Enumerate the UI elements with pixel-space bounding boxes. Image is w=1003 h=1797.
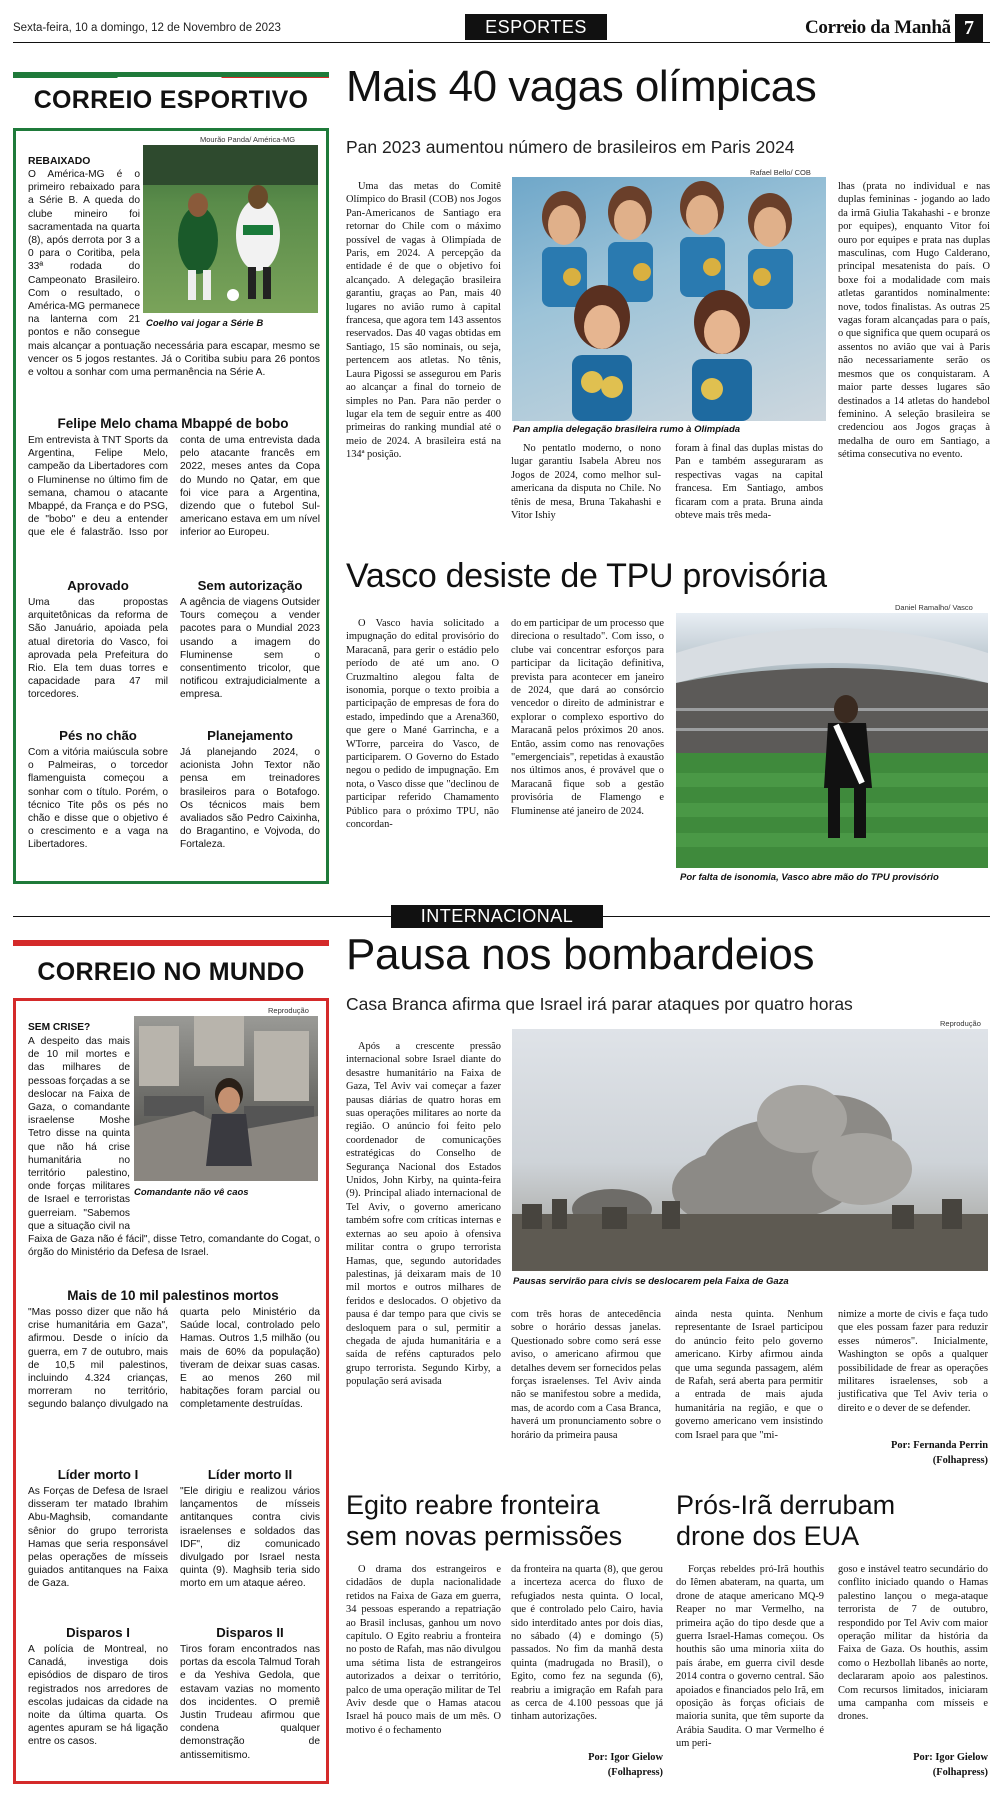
lider1-text: As Forças de Defesa de Israel disseram ter matado Ibrahim Abu-Maghsib, comandante sênior do grupo terrorista Hamas que seria responsável pelas operações de mísseis guiados antitanques na Faixa de Gaza. [28, 1486, 168, 1590]
egito-headline-2: sem novas permissões [346, 1521, 623, 1551]
vasco-photo-credit: Daniel Ramalho/ Vasco [895, 603, 973, 612]
olimpicas-col2: No pentatlo moderno, o nono lugar garantiu Isabela Abreu nos Jogos de 2024, como melhor sul-americana da disputa no Chile. No tênis de mesa, Bruna Takahashi e Vitor Ishiy [511, 443, 661, 522]
pausa-col1: Após a crescente pressão internacional sobre Israel diante do desastre humanitário na Faixa de Gaza, Tel Aviv vai começar a fazer pausas diárias de quatro horas em suas operações militares ao norte da região. O anúncio foi feito pelo coordenador de comunicações estratégicas do Conselho de Segurança Nacional dos Estados Unidos, John Kirby, na quinta-feira (9). Principal aliado internacional de Tel Aviv, o governo americano também sofre com críticas internas e externas ao seu apoio à ofensiva militar contra o grupo terrorista Hamas, que, segundo autoridades palestinas, já deixaram mais de 10 mil mortos e outros milhares de feridos e deslocados. O objetivo da pausa é dar tempo para que civis se desloquem para o sul, permitir a chegada de ajuda humanitária e a saída de reféns capturados pelo grupo terrorista. Segundo Kirby, a população será avisada [346, 1041, 501, 1388]
aprovado-title: Aprovado [67, 578, 129, 593]
planejamento-text: Já planejando 2024, o acionista John Textor não pensa em treinadores brasileiros para o Botafogo. Os técnicos mais bem avaliados são Pedro Caixinha, do Bragantino, e Vojvoda, do Fortaleza. [180, 747, 320, 851]
planejamento-title: Planejamento [207, 728, 293, 743]
pausa-col2: com três horas de antecedência sobre o horário dessas janelas. Questionado sobre como será esse aviso, o americano afirmou que detalhes devem ser fornecidos pelas forças israelenses. Tel Aviv ainda não se manifestou sobre a medida, mas, de acordo com a Casa Branca, haverá um pronunciamento sobre o horário da primeira pausa [511, 1309, 661, 1441]
photo-spacer [130, 1035, 320, 1223]
egito-byline: Por: Igor Gielow [588, 1752, 663, 1763]
masthead: Correio da Manhã [805, 17, 951, 38]
lider2-text: "Ele dirigiu e realizou vários lançamentos de mísseis antitanques contra civis israelenses e soldados das IDF", diz comunicado divulgado por Israel nesta quinta (9). Maghsib teria sido morto em um ataque aéreo. [180, 1486, 320, 1590]
mundo-title: CORREIO NO MUNDO [37, 958, 305, 986]
esportivo-flag-bar-top [13, 72, 329, 77]
pes-no-chao-text: Com a vitória maiúscula sobre o Palmeiras, o torcedor flamenguista começou a sonhar com o título. Porém, o técnico Tite pôs os pés no chão e disse que o objetivo é o crescimento e a vaga na Libertadores. [28, 747, 168, 851]
pausa-byline: Por: Fernanda Perrin [891, 1440, 988, 1451]
vasco-col2: do em participar de um processo que direciona o resultado". Com isso, o clube vai concentrar esforços para participar da licitação definitiva, prevista para acontecer em janeiro de 2024, que dará ao consórcio vencedor o direito de administrar e explorar o complexo esportivo do Maracanã pelos próximos 20 anos. Então, assim como nas renovações "emergenciais", repetidas à exaustão nos últimos anos, é provável que o Maracanã fique sob a gestão provisória de Flamengo e Fluminense até janeiro de 2024. [511, 618, 664, 817]
disparos1-title: Disparos I [66, 1625, 130, 1640]
page-number: 7 [955, 14, 983, 42]
felipe-title: Felipe Melo chama Mbappé de bobo [57, 416, 289, 431]
pausa-deck: Casa Branca afirma que Israel irá parar ataques por quatro horas [346, 994, 853, 1014]
egito-agency: (Folhapress) [607, 1767, 663, 1778]
pes-no-chao-title: Pés no chão [59, 728, 137, 743]
drone-agency: (Folhapress) [932, 1767, 988, 1778]
lider2-title: Líder morto II [207, 1467, 293, 1482]
header-date: Sexta-feira, 10 a domingo, 12 de Novembro de 2023 [13, 22, 281, 34]
rebaixado-block [28, 155, 320, 168]
olimpicas-col3: foram à final das duplas mistas do Pan e também asseguraram as respectivas vagas na capital francesa. Em Santiago, ambos ficaram com a prata. Bruna ainda obteve mais três meda- [675, 443, 823, 522]
drone-col2: goso e instável teatro secundário do conflito iniciado quando o Hamas palestino lançou o mega-ataque terrorista de 7 de outubro, respondido por Tel Aviv com maior operação militar da história da Faixa de Gaza. Os houthis, assim como o Hezbollah libanês ao norte, declararam apoio aos palestinos. Com recursos limitados, iniciaram uma campanha com mísseis e drones. [838, 1564, 988, 1723]
rebaixado-text: O América-MG é o primeiro rebaixado para a Série B. A queda do clube mineiro foi sacramentada na quarta (8), após derrota por 3 a 0 para o Coritiba, pela 33ª rodada do Campeonato Brasileiro. Com o resultado, o América-MG permanece na lanterna com 21 pontos e não consegue mais alcançar a pontuação necessária para escapar, mesmo se vencer os 5 jogos restantes. Já o Coritiba subiu para 26 pontos e voltou a sonhar com uma permanência na Série A. [28, 169, 320, 379]
egito-headline-1: Egito reabre fronteira [346, 1490, 600, 1520]
drone-headline-2: drone dos EUA [676, 1521, 860, 1551]
header-rule [13, 42, 990, 43]
mundo-flag-bar [13, 940, 329, 946]
olimpicas-col1: Uma das metas do Comitê Olímpico do Brasil (COB) nos Jogos Pan-Americanos de Santiago era retornar do Chile com o máximo possível de vagas à Olimpíada de Paris, em 2024. A percepção da entidade é de que o objetivo foi alcançado. A delegação brasileira garantiu, graças ao Pan, mais 40 lugares no avião rumo à capital francesa, que agora tem 143 assentos reservados. Das 40 vagas obtidas em Santiago, 15 são nominais, ou seja, pertencem aos atletas. No tênis, Laura Pigossi se assegurou em Paris ao alcançar a final do torneio de simples no Pan. Para não perder o lugar ela tem de seguir entre as 400 primeiras do ranking mundial até o meio de 2024. A brasileira está na 134ª posição. [346, 181, 501, 461]
pausa-photo-credit: Reprodução [940, 1019, 981, 1028]
olimpicas-photo-credit: Rafael Bello/ COB [750, 168, 811, 177]
gaza-smoke-photo [512, 1029, 988, 1271]
aprovado-text: Uma das propostas arquitetônicas da reforma de São Januário, apoiada pela atual diretoria do Vasco, foi aprovada pela Prefeitura do Rio. Ela tem duas torres e capacidade para 47 mil torcedores. [28, 597, 168, 701]
lider1-title: Líder morto I [57, 1467, 139, 1482]
drone-col1: Forças rebeldes pró-Irã houthis do Iêmen abateram, na quarta, um drone de ataque americano MQ-9 Reaper no mar Vermelho, na primeira ação do tipo desde que a guerra Israel-Hamas começou. Os houthis são uma minoria xiita do país árabe, em guerra civil desde 2014 contra o governo central. São apoiados e financiados pelo Irã, em oposição às forças oficiais de maioria sunita, que têm suporte da Arábia Saudita. O mar Vermelho é um peri- [676, 1564, 824, 1750]
mundo-caption: Comandante não vê caos [134, 1187, 249, 1198]
pausa-caption: Pausas servirão para civis se deslocarem pela Faixa de Gaza [513, 1276, 789, 1287]
sem-autorizacao-title: Sem autorização [197, 578, 303, 593]
pausa-col3: ainda nesta quinta. Nenhum representante de Israel participou do anúncio feito pelo governo americano. Kirby afirmou ainda que uma segunda passagem, além de Rafah, será aberta para permitir a entrada de mais ajuda humanitária na região, e que o governo americano vem insistindo com Israel para que "mi- [675, 1309, 823, 1441]
drone-headline-1: Prós-Irã derrubam [676, 1490, 896, 1520]
vasco-col1: O Vasco havia solicitado a impugnação do edital provisório do Maracanã, para gerir o estádio pelo período de até um ano. O Cruzmaltino alegou falta de isonomia, porque o texto proibia a participação de empresas de fora do estado, impedindo que a Arena360, que gere o Mané Garrincha, e a WTorre, parceira do Vasco, de participarem. O Governo do Estado negou o pedido de impugnação. Em nota, o Vasco disse que "declinou de participar referido Chamamento Público para o próximo TPU, não concordan- [346, 618, 499, 831]
vasco-caption: Por falta de isonomia, Vasco abre mão do TPU provisório [680, 872, 939, 883]
pausa-headline: Pausa nos bombardeios [346, 930, 815, 979]
olimpicas-caption: Pan amplia delegação brasileira rumo à Olimpíada [513, 424, 741, 435]
disparos2-text: Tiros foram encontrados nas portas da escola Talmud Torah e da Yeshiva Gedola, que estavam vazias no momento dos incidentes. O premiê Justin Trudeau afirmou que condena qualquer demonstração de antissemitismo. [180, 1644, 320, 1761]
felipe-text: Em entrevista à TNT Sports da Argentina, Felipe Melo, campeão da Libertadores com o Fluminense no último fim de semana, chamou o atacante Mbappé, da França e do PSG, de "bobo" e deu a entender que ele é falastrão. Isso por conta de uma entrevista dada pelo atacante francês em 2022, meses antes da Copa do Mundo no Qatar, em que foi vice para a Argentina, dizendo que o futebol Sul-americano estava em um nível inferior ao Europeu. [28, 435, 320, 539]
vasco-headline: Vasco desiste de TPU provisória [346, 557, 827, 595]
maracana-stadium-photo [676, 613, 988, 868]
rebaixado-kicker: REBAIXADO [28, 156, 91, 167]
photo-spacer [140, 168, 320, 328]
mortes-text: "Mas posso dizer que não há crise humanitária em Gaza", afirmou. Desde o início da guerra, em 7 de outubro, mais de 10,5 mil palestinos, incluindo 4.324 crianças, morreram no território, segundo balanço divulgado na quarta pelo Ministério da Saúde local, controlado pelo Hamas. Outros 1,5 milhão (ou mais de 60% da população) tiveram de deixar suas casas. E ao menos 260 mil habitações foram parcial ou completamente destruídas. [28, 1307, 320, 1411]
egito-col1: O drama dos estrangeiros e cidadãos de dupla nacionalidade retidos na Faixa de Gaza em guerra, 34 pessoas esperando a repatriação ao Brasil inclusas, ganhou um novo capítulo. O Egito reabriu a fronteira no posto de Rafah, mas não divulgou uma sétima lista de estrangeiros autorizados a deixar o território, palco de uma operação militar de Tel Aviv desde que o Hamas atacou Israel há pouco mais de um mês. O motivo é o fechamento [346, 1564, 501, 1736]
sem-autorizacao-text: A agência de viagens Outsider Tours começou a vender pacotes para o Mundial 2023 usando a imagem do Fluminense sem o consentimento tricolor, que notificou extrajudicialmente a empresa. [180, 597, 320, 701]
drone-byline: Por: Igor Gielow [913, 1752, 988, 1763]
pausa-col4: nimize a morte de civis e faça tudo que eles possam fazer para reduzir esses números". Inicialmente, Washington se opôs a qualquer possibilidade de frear as operações militares israelenses, sob a justificativa que Tel Aviv teria o direito e o dever de se defender. [838, 1309, 988, 1414]
mortes-title: Mais de 10 mil palestinos mortos [67, 1288, 279, 1303]
mundo-photo-credit: Reprodução [268, 1006, 309, 1015]
section-label: ESPORTES [465, 14, 607, 40]
olimpicas-deck: Pan 2023 aumentou número de brasileiros em Paris 2024 [346, 137, 795, 157]
olimpicas-headline: Mais 40 vagas olímpicas [346, 62, 817, 111]
egito-col2: da fronteira na quarta (8), que gerou a incerteza acerca do fluxo de refugiados nesta quinta. O local, que é controlado pelo Cairo, havia sido interditado antes por dois dias, no sábado (4) e domingo (5) passados. No fim da manhã desta quinta (madrugada no Brasil), o Egito, como fez na segunda (6), reabriu a imigração em Rafah para as cerca de 4.100 pessoas que já tinham autorizações. [511, 1564, 663, 1723]
pausa-agency: (Folhapress) [932, 1455, 988, 1466]
crise-text: A despeito das mais de 10 mil mortes e das milhares de pessoas forçadas a se deslocar na Faixa de Gaza, o comandante israelense Moshe Tetro disse na quinta que não há crise humanitária no território palestino, onde forças militares de Israel e terroristas guerreiam. "Sabemos que a situação civil na Faixa de Gaza não é fácil", disse Tetro, comandante do Cogat, o órgão do Ministério da Defesa de Israel. [28, 1036, 320, 1259]
esportivo-caption: Coelho vai jogar a Série B [146, 318, 264, 329]
internacional-label: INTERNACIONAL [391, 905, 603, 928]
esportivo-title: CORREIO ESPORTIVO [33, 86, 309, 114]
disparos1-text: A polícia de Montreal, no Canadá, investiga dois episódios de disparo de tiros registrados nos arredores de escolas judaicas da cidade na noite da última quarta. Os agentes apuram se há ligação entre os casos. [28, 1644, 168, 1748]
athletes-medal-photo [512, 177, 826, 421]
olimpicas-col4: lhas (prata no individual e nas duplas femininas - jogando ao lado da irmã Giulia Takahashi - e bronze por equipes), enquanto Vitor foi ouro por equipes e prata nas duplas masculinas, com Hugo Calderano, principal mesatenista do país. O boxe foi a modalidade com mais atletas garantidos nominalmente: nove, todos finalistas. As outras 25 vagas foram alcançadas para o país, o que significa que quem ocupará os assentos no avião que vai à Paris não necessariamente serão os mesmos que os conquistaram. A maior parte desses lugares são destinados a 14 atletas do handebol feminino. A seleção brasileira se credenciou aos Jogos graças à medalha de ouro em Santiago, a sétima consecutiva no evento. [838, 181, 990, 461]
disparos2-title: Disparos II [216, 1625, 284, 1640]
mundo-kicker: SEM CRISE? [28, 1022, 91, 1033]
esportivo-photo-credit: Mourão Panda/ América-MG [200, 135, 296, 144]
